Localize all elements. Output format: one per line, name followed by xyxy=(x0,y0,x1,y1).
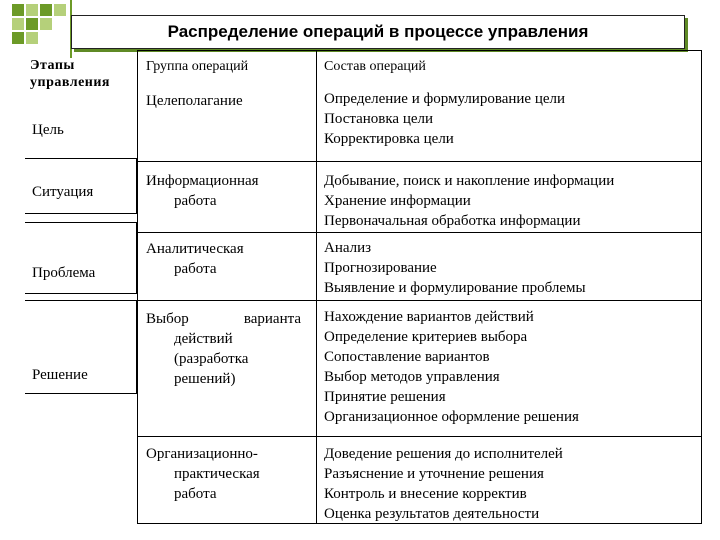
op-item: Определение и формулирование цели xyxy=(324,91,566,107)
op-item: Анализ xyxy=(324,240,372,256)
group-label: Организационно- xyxy=(146,446,258,462)
op-item: Определение критериев выбора xyxy=(324,329,528,345)
op-item: Контроль и внесение корректив xyxy=(324,486,527,502)
op-item: Прогнозирование xyxy=(324,260,437,276)
op-item: Оценка результатов деятельности xyxy=(324,506,540,522)
slide-title: Распределение операций в процессе управления xyxy=(71,15,685,49)
group-label: решений) xyxy=(174,371,236,387)
group-label: Выбор варианта xyxy=(146,311,301,327)
table-row xyxy=(138,437,701,525)
op-item: Хранение информации xyxy=(324,193,471,209)
op-item: Первоначальная обработка информации xyxy=(324,213,581,229)
group-label: практическая xyxy=(174,466,260,482)
op-item: Корректировка цели xyxy=(324,131,454,147)
table-row xyxy=(138,51,701,162)
group-label: работа xyxy=(174,486,217,502)
group-label: Информационная xyxy=(146,173,259,189)
group-header: Группа операций xyxy=(146,59,249,74)
table-row xyxy=(138,162,701,233)
ops-header: Состав операций xyxy=(324,59,426,74)
stage-problem: Проблема xyxy=(32,265,96,281)
op-item: Сопоставление вариантов xyxy=(324,349,490,365)
group-label: (разработка xyxy=(174,351,249,367)
stage-situation: Ситуация xyxy=(32,184,94,200)
group-label: работа xyxy=(174,193,217,209)
group-label: Целеполагание xyxy=(146,93,243,109)
op-item: Разъяснение и уточнение решения xyxy=(324,466,544,482)
op-item: Добывание, поиск и накопление информации xyxy=(324,173,615,189)
op-item: Принятие решения xyxy=(324,389,446,405)
operations-table xyxy=(137,50,702,524)
group-label: работа xyxy=(174,261,217,277)
op-item: Выбор методов управления xyxy=(324,369,500,385)
op-item: Выявление и формулирование проблемы xyxy=(324,280,586,296)
group-label: действий xyxy=(174,331,233,347)
op-item: Доведение решения до исполнителей xyxy=(324,446,563,462)
stage-decision: Решение xyxy=(32,367,88,383)
table-row xyxy=(138,301,701,437)
table-row xyxy=(138,233,701,301)
group-label: Аналитическая xyxy=(146,241,244,257)
stage-problem-box xyxy=(25,222,137,294)
op-item: Организационное оформление решения xyxy=(324,409,579,425)
stage-goal: Цель xyxy=(32,122,64,138)
stages-header: Этапы управления xyxy=(30,58,111,90)
op-item: Постановка цели xyxy=(324,111,434,127)
op-item: Нахождение вариантов действий xyxy=(324,309,534,325)
